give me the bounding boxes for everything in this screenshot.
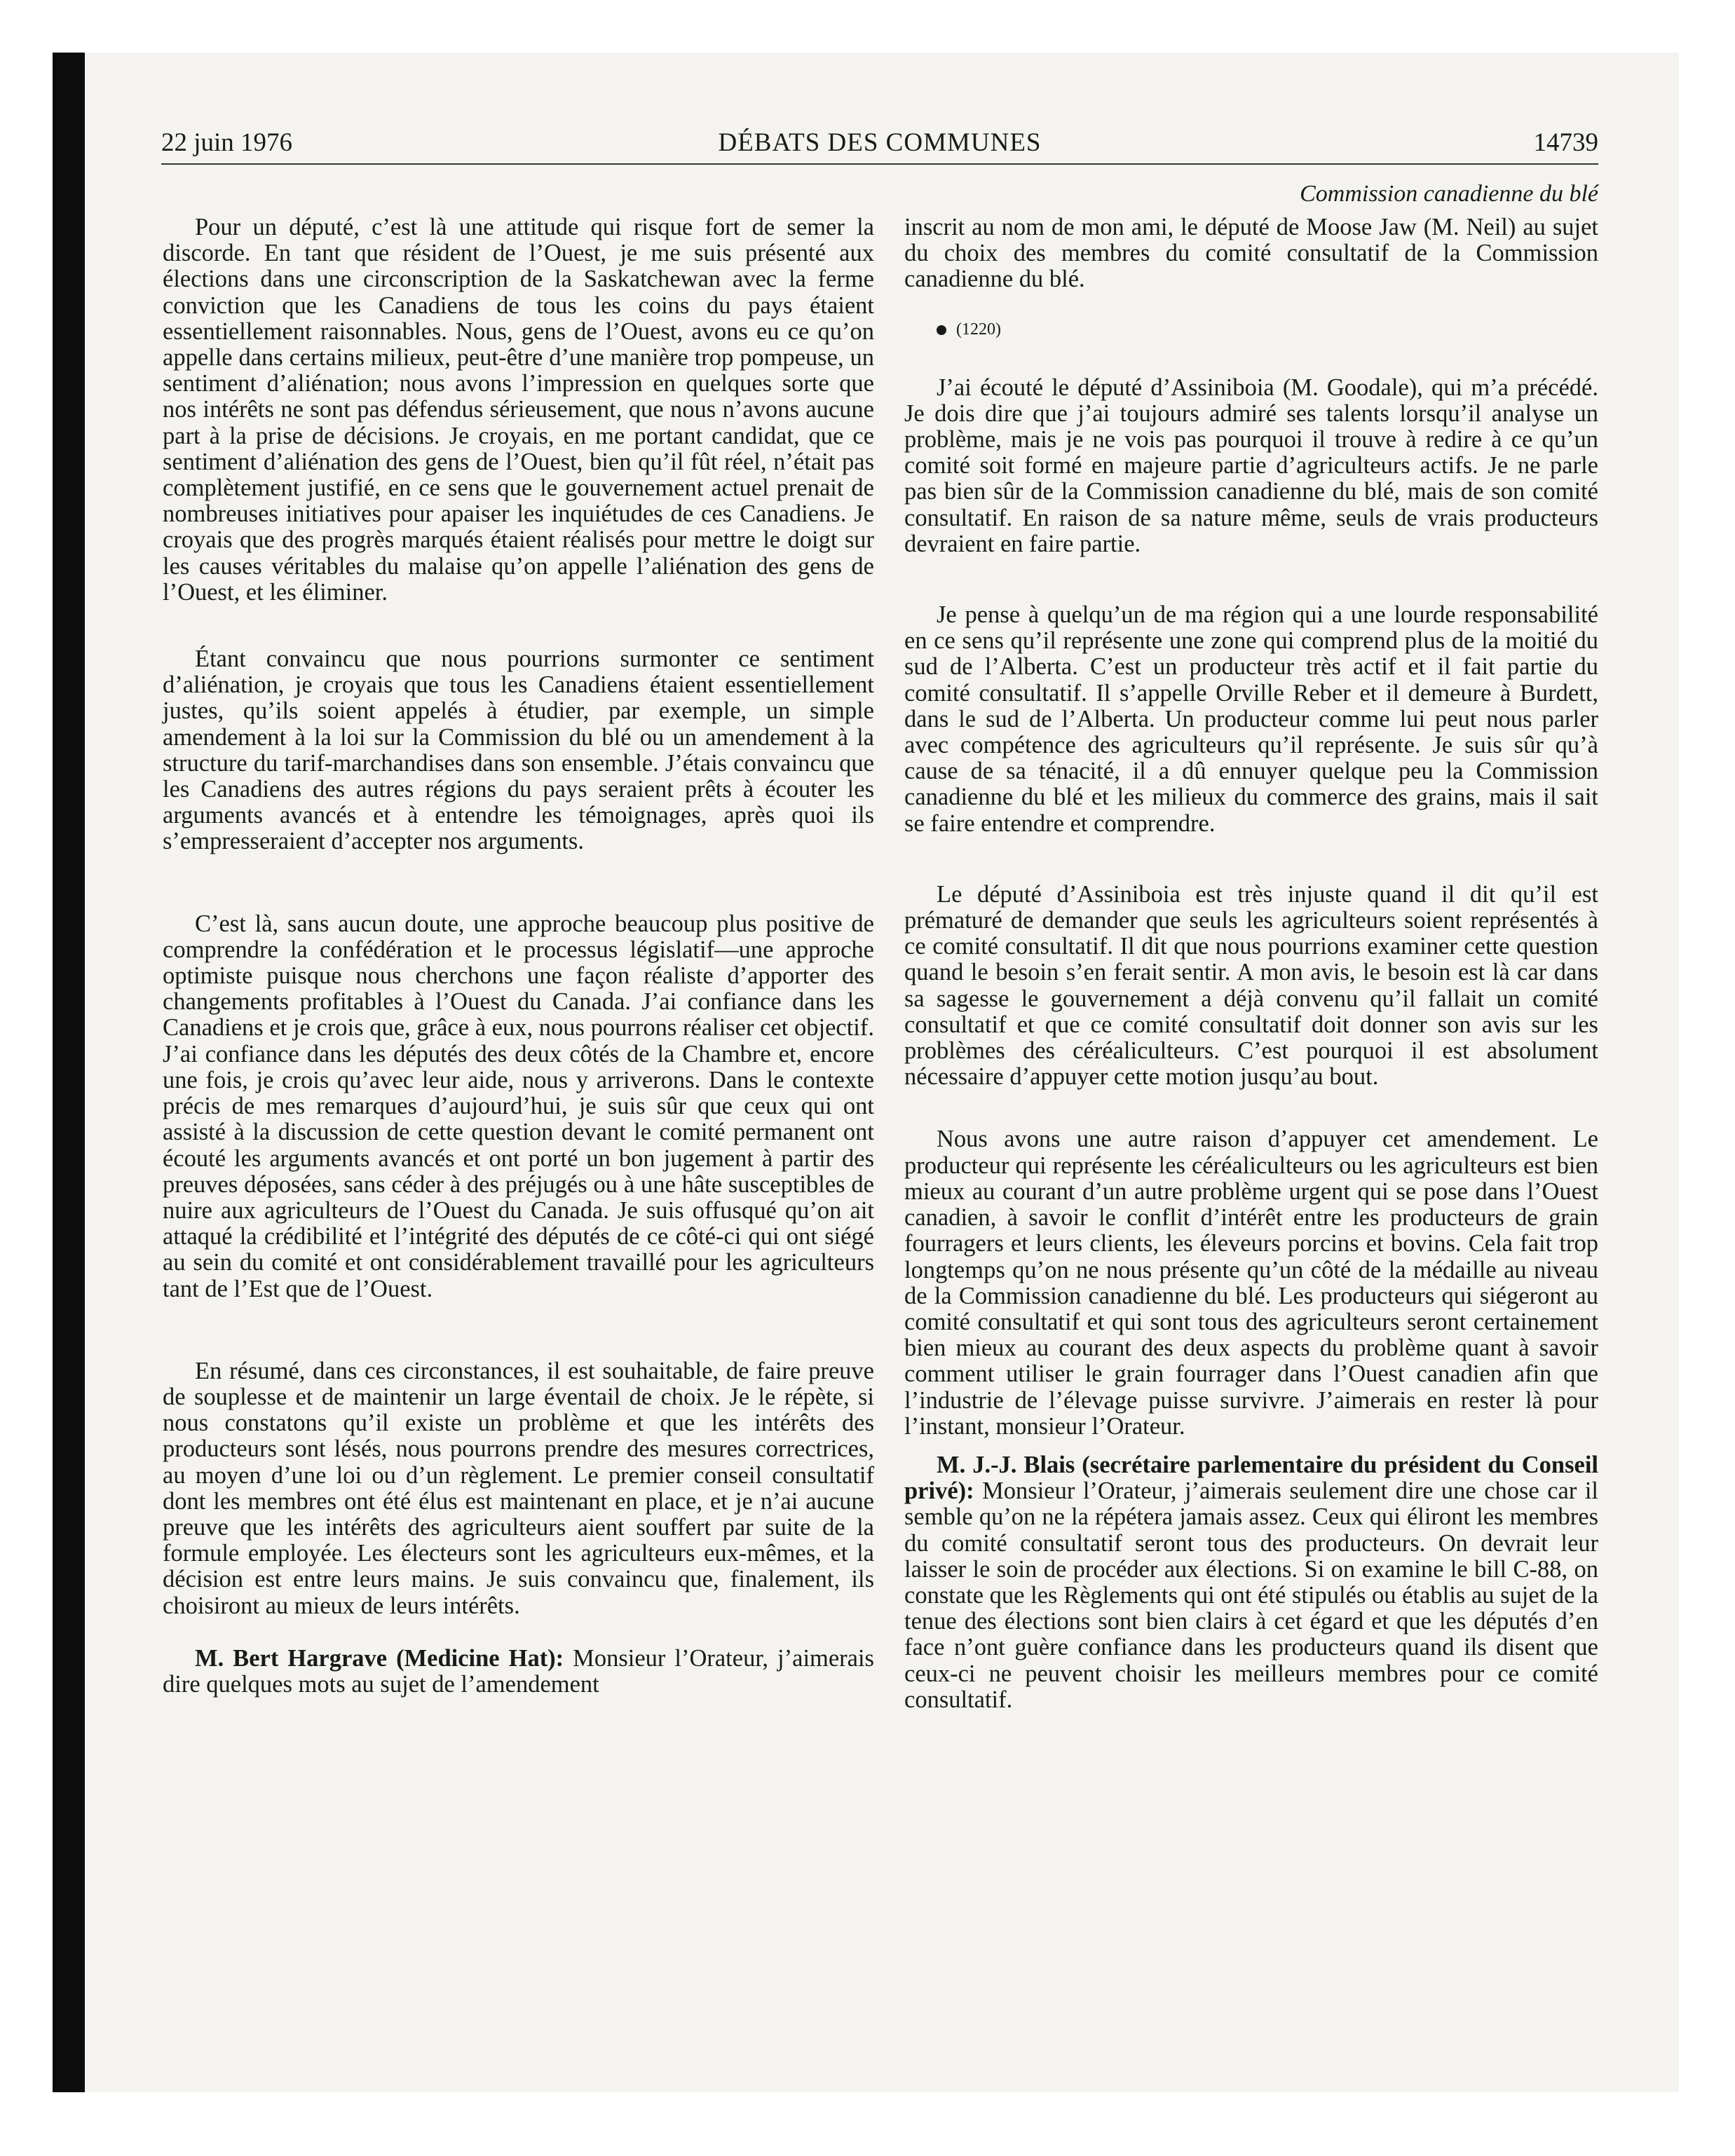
speaker-name: M. J.-J. Blais (secrétaire parlementaire du président du Conseil privé): — [904, 1451, 1598, 1505]
header-date: 22 juin 1976 — [161, 128, 293, 157]
left-column — [163, 214, 874, 1698]
paragraph: C’est là, sans aucun doute, une approche beaucoup plus positive de comprendre la confédération et le processus législatif—une approche optimiste puisque nous cherchons une façon réaliste d’apporter des changements profitables à l’Ouest du Canada. J’ai confiance dans les Canadiens et je crois que, grâce à eux, nous pourrons réaliser cet objectif. J’ai confiance dans les députés des deux côtés de la Chambre et, encore une fois, je crois qu’avec leur aide, nous y arriverons. Dans le contexte précis de mes remarques d’aujourd’hui, je suis sûr que ceux qui ont assisté à la discussion de cette question devant le comité permanent ont écouté les arguments avancés et ont porté un bon jugement à partir des preuves déposées, sans céder à des préjugés ou à une hâte susceptibles de nuire aux agriculteurs de l’Ouest du Canada. Je suis offusqué qu’on ait attaqué la crédibilité et l’intégrité des députés de ce côté-ci qui ont siégé au sein du comité et ont considérablement travaillé pour les agriculteurs tant de l’Est que de l’Ouest. — [163, 910, 874, 1302]
speaker-text: Monsieur l’Orateur, j’aimerais dire quelques mots au sujet de l’amendement — [163, 1644, 874, 1698]
speaker-name: M. Bert Hargrave (Medicine Hat): — [195, 1644, 564, 1672]
scan-margin — [0, 0, 1735, 53]
paragraph: Nous avons une autre raison d’appuyer cet amendement. Le producteur qui représente les céréaliculteurs ou les agriculteurs est bien mieux au courant d’un autre problème urgent qui se pose dans l’Ouest canadien, à savoir le conflit d’intérêt entre les producteurs de grain fourragers et leurs clients, les éleveurs porcins et bovins. Cela fait trop longtemps qu’on ne nous présente qu’un côté de la médaille au niveau de la Commission canadienne du blé. Les producteurs qui siégeront au comité consultatif et qui sont tous des agriculteurs seront certainement bien mieux au courant des deux aspects du problème quant à savoir comment utiliser le grain fourrager dans l’Ouest canadien afin que l’industrie de l’élevage puisse survivre. J’aimerais en rester là pour l’instant, monsieur l’Orateur. — [904, 1126, 1598, 1440]
speaker-paragraph — [904, 1452, 1598, 1713]
scan-binding-edge — [53, 53, 85, 2092]
right-column — [904, 214, 1598, 1713]
paragraph: Étant convaincu que nous pourrions surmonter ce sentiment d’aliénation, je croyais que tous les Canadiens étaient essentiellement justes, qu’ils soient appelés à étudier, par exemple, un simple amendement à la loi sur la Commission du blé ou un amendement à la structure du tarif-marchandises dans son ensemble. J’étais convaincu que les Canadiens des autres régions du pays seraient prêts à écouter les arguments avancés et à entendre les témoignages, après quoi ils s’empresseraient d’accepter nos arguments. — [163, 646, 874, 855]
paragraph: En résumé, dans ces circonstances, il est souhaitable, de faire preuve de souplesse et de maintenir un large éventail de choix. Je le répète, si nous constatons qu’il existe un problème et que les intérêts des producteurs sont lésés, nous pourrons prendre des mesures correctrices, au moyen d’une loi ou d’un règlement. Le premier conseil consultatif dont les membres ont été élus est maintenant en place, et je n’ai aucune preuve que les intérêts des agriculteurs aient souffert par suite de la formule employée. Les électeurs sont les agriculteurs eux-mêmes, et la décision est entre leurs mains. Je suis convaincu que, finalement, ils choisiront au mieux de leurs intérêts. — [163, 1357, 874, 1619]
speaker-text: Monsieur l’Orateur, j’aimerais seulement dire une chose car il semble qu’on ne la répétera jamais assez. Ceux qui éliront les membres du comité consultatif seront tous des producteurs. On devrait leur laisser le soin de procéder aux élections. Si on examine le bill C-88, on constate que les Règlements qui ont été stipulés ou établis au sujet de la tenue des élections sont bien clairs à cet égard et que les députés d’en face n’ont guère confiance dans les producteurs quand ils disent que ceux-ci ne peuvent choisir les meilleurs membres pour ce comité consultatif. — [904, 1478, 1598, 1713]
time-marker: (1220) — [904, 317, 1598, 343]
paragraph: Le député d’Assiniboia est très injuste quand il dit qu’il est prématuré de demander que seuls les agriculteurs soient représentés à ce comité consultatif. Il dit que nous pourrions examiner cette question quand le besoin s’en ferait sentir. A mon avis, le besoin est là car dans sa sagesse le gouvernement a déjà convenu qu’il fallait un comité consultatif et que ce comité consultatif doit donner son avis sur les problèmes des céréaliculteurs. C’est pourquoi il est absolument nécessaire d’appuyer cette motion jusqu’au bout. — [904, 880, 1598, 1091]
header-title: DÉBATS DES COMMUNES — [718, 128, 1042, 157]
paragraph: Pour un député, c’est là une attitude qui risque fort de semer la discorde. En tant que résident de l’Ouest, je me suis présenté aux élections dans une circonscription de la Saskatchewan avec la ferme conviction que les Canadiens de tous les coins du pays étaient essentiellement raisonnables. Nous, gens de l’Ouest, avons eu ce qu’on appelle dans certains milieux, peut-être d’une manière trop pompeuse, un sentiment d’aliénation; nous avons l’impression en quelques sorte que nos intérêts ne sont pas défendus sérieusement, que nous n’avons aucune part à la prise de décisions. Je croyais, en me portant candidat, que ce sentiment d’aliénation des gens de l’Ouest, bien qu’il fût réel, n’était pas complètement justifié, en ce sens que le gouvernement actuel prenait de nombreuses initiatives pour apaiser les inquiétudes de ces Canadiens. Je croyais que des progrès marqués étaient réalisés pour mettre le doigt sur les causes véritables du malaise qu’on appelle l’aliénation des gens de l’Ouest, et les éliminer. — [163, 214, 874, 606]
running-head: Commission canadienne du blé — [1300, 181, 1598, 207]
header-page-number: 14739 — [1533, 128, 1598, 157]
header-rule — [161, 163, 1598, 165]
paragraph: Je pense à quelqu’un de ma région qui a une lourde responsabilité en ce sens qu’il représente une zone qui comprend plus de la moitié du sud de l’Alberta. C’est un producteur très actif et il fait partie du comité consultatif. Il s’appelle Orville Reber et il demeure à Burdett, dans le sud de l’Alberta. Un producteur comme lui peut nous parler avec compétence des agriculteurs qu’il représente. Je suis sûr qu’à cause de sa ténacité, il a dû ennuyer quelque peu la Commission canadienne du blé et les milieux du commerce des grains, mais il sait se faire entendre et comprendre. — [904, 601, 1598, 837]
bullet-icon — [937, 325, 946, 335]
speaker-paragraph — [163, 1646, 874, 1698]
paragraph: inscrit au nom de mon ami, le député de Moose Jaw (M. Neil) au sujet du choix des membres du comité consultatif de la Commission canadienne du blé. — [904, 214, 1598, 293]
page-header — [161, 128, 1598, 164]
paragraph: J’ai écouté le député d’Assiniboia (M. Goodale), qui m’a précédé. Je dois dire que j’ai toujours admiré ses talents lorsqu’il analyse un problème, mais je ne vois pas pourquoi il trouve à redire à ce qu’un comité soit formé en majeure partie d’agriculteurs actifs. Je ne parle pas bien sûr de la Commission canadienne du blé, mais de son comité consultatif. En raison de sa nature même, seuls de vrais producteurs devraient en faire partie. — [904, 374, 1598, 557]
